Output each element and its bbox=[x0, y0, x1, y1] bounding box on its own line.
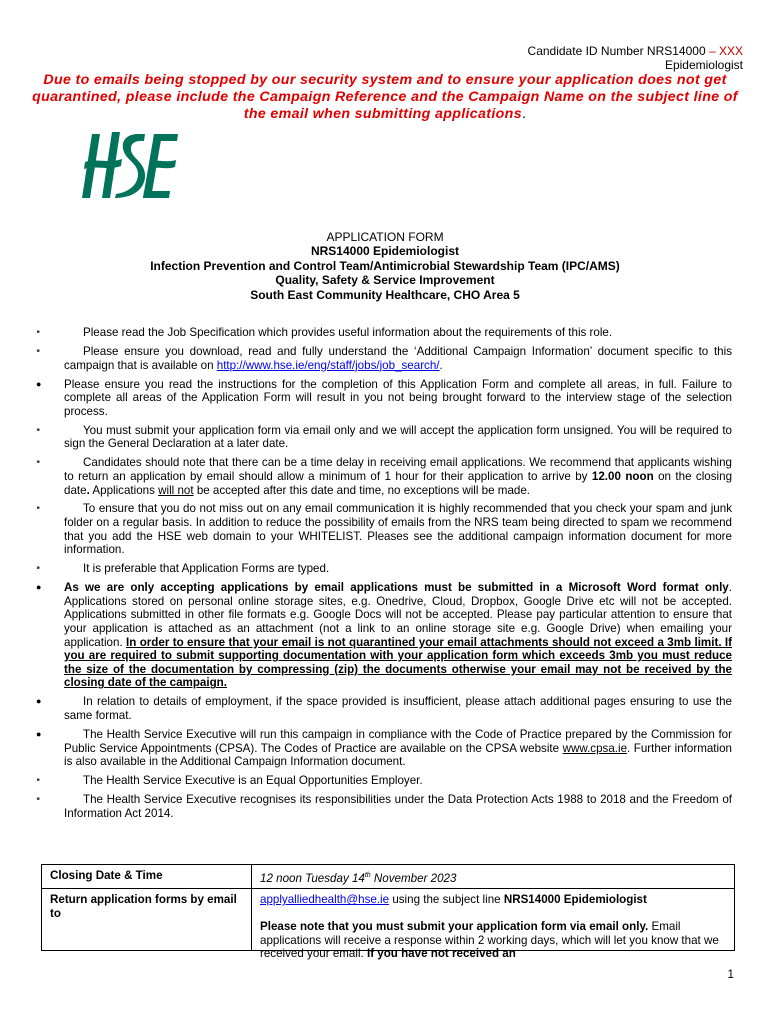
list-item-text: Applications bbox=[89, 483, 159, 497]
list-item bbox=[36, 326, 732, 340]
candidate-id-header bbox=[528, 44, 743, 72]
page-number: 1 bbox=[727, 968, 734, 981]
cpsa-link[interactable]: www.cpsa.ie bbox=[562, 741, 628, 755]
list-item bbox=[36, 378, 732, 419]
will-not-text: will not bbox=[158, 483, 194, 497]
list-item-text: Candidates should note that there can be a time delay in receiving email applications. We recommend that applicants wishing to return an application by email should allow a minimum of 1 hour for their application to arrive by bbox=[64, 456, 732, 483]
list-item bbox=[36, 562, 732, 576]
job-search-link[interactable]: http://www.hse.ie/eng/staff/jobs/job_search/ bbox=[216, 358, 440, 372]
bullet-icon: ⁍ bbox=[36, 424, 41, 435]
bullet-icon: ● bbox=[36, 378, 42, 389]
instructions-list bbox=[36, 326, 732, 826]
list-item-text: . Further information is also available in the Additional Campaign Information document. bbox=[64, 741, 732, 769]
list-item bbox=[36, 793, 732, 820]
closing-date-text: November 2023 bbox=[370, 871, 457, 885]
list-item-text: You must submit your application form via email only and we will accept the application form unsigned. You will be required to sign the General Declaration at a later date. bbox=[64, 423, 732, 451]
bullet-icon: ⁍ bbox=[36, 345, 41, 356]
list-item bbox=[36, 456, 732, 497]
form-area: South East Community Healthcare, CHO Area 5 bbox=[250, 287, 520, 302]
form-campaign: NRS14000 Epidemiologist bbox=[310, 244, 460, 259]
subject-line-value: NRS14000 Epidemiologist bbox=[503, 893, 647, 907]
table-row bbox=[42, 889, 735, 951]
email-warning bbox=[20, 72, 750, 123]
bullet-icon: ⁍ bbox=[36, 563, 41, 574]
apply-email-link[interactable]: applyalliedhealth@hse.ie bbox=[260, 893, 390, 907]
list-item-text: The Health Service Executive recognises its responsibilities under the Data Protection Acts 1988 to 2018 and the Freedom of Information Act 2014. bbox=[64, 793, 732, 820]
list-item-text: It is preferable that Application Forms are typed. bbox=[83, 562, 330, 576]
closing-date-label: Closing Date & Time bbox=[42, 865, 252, 889]
closing-date-suffix: th bbox=[364, 872, 371, 879]
list-item-text: Please ensure you download, read and fully understand the ‘Additional Campaign Information’ document specific to this campaign that is available on bbox=[64, 344, 732, 372]
list-item-text: The Health Service Executive will run this campaign in compliance with the Code of Practice prepared by the Commission for Public Service Appointments (CPSA). The Codes of Practice are available on the CPSA website bbox=[64, 727, 732, 755]
list-item-text: . Applications stored on personal online storage sites, e.g. Onedrive, Cloud, Dropbox, Google Drive etc will not be accepted. Applications submitted in other file formats e.g. Google Docs will not be accepted. Please pay particular attention to ensure that your application is attached as an attachment (not a link to an online storage site e.g. Google Drive) when emailing your application. bbox=[64, 581, 732, 649]
candidate-id-number: Candidate ID Number NRS14000 bbox=[527, 44, 709, 58]
list-item-text: on the closing date bbox=[64, 469, 733, 497]
list-item-text: To ensure that you do not miss out on any email communication it is highly recommended that you check your spam and junk folder on a regular basis. In addition to reduce the possibility of emails from the NRS team being directed to spam we recommend that you add the HSE web domain to your WHITELIST. Pleases see the additional campaign information document for more information. bbox=[64, 502, 732, 557]
form-title: APPLICATION FORM bbox=[326, 230, 444, 244]
bullet-icon: ⁍ bbox=[36, 794, 41, 805]
form-heading bbox=[60, 230, 710, 302]
hse-logo bbox=[78, 128, 180, 202]
list-item bbox=[36, 502, 732, 556]
not-received-note: If you have not received an bbox=[366, 947, 516, 961]
bullet-icon: ⁍ bbox=[36, 503, 41, 514]
list-item bbox=[36, 424, 732, 451]
closing-time-text: 12.00 noon bbox=[591, 469, 654, 483]
list-item bbox=[36, 581, 732, 690]
list-item-text: Please read the Job Specification which provides useful information about the requirements of this role. bbox=[83, 326, 613, 339]
word-format-text: As we are only accepting applications by email applications must be submitted in a Microsoft Word format only bbox=[64, 581, 729, 595]
list-item-text: . bbox=[439, 358, 443, 372]
list-item bbox=[36, 774, 732, 788]
candidate-id-placeholder: – XXX bbox=[708, 44, 743, 58]
attachment-limit-text: In order to ensure that your email is not quarantined your email attachments should not exceed a 3mb limit. If you are required to submit supporting documentation with your application form which exceeds 3mb you must reduce the size of the documentation by compressing (zip) the documents otherwise your email may not be received by the closing date of the campaign. bbox=[64, 635, 732, 690]
list-item bbox=[36, 728, 732, 769]
subject-line-text: using the subject line bbox=[389, 893, 504, 907]
list-item bbox=[36, 695, 732, 722]
bullet-icon: ● bbox=[36, 696, 42, 707]
list-item-text: be accepted after this date and time, no exceptions will be made. bbox=[193, 483, 531, 497]
list-item-text: . bbox=[86, 483, 90, 497]
email-warning-text: Due to emails being stopped by our security system and to ensure your application does not get quarantined, please include the Campaign Reference and the Campaign Name on the subject line of the email when submitting applications bbox=[32, 72, 738, 122]
table-row bbox=[42, 865, 735, 889]
bullet-icon: ● bbox=[36, 728, 42, 739]
response-note: Email applications will receive a response within 2 working days, which will let you know that we received your email. bbox=[260, 920, 719, 961]
bullet-icon: ⁍ bbox=[36, 327, 41, 337]
bullet-icon: ⁍ bbox=[36, 457, 41, 468]
form-division: Quality, Safety & Service Improvement bbox=[275, 273, 495, 288]
return-email-value bbox=[252, 889, 735, 961]
list-item-text: The Health Service Executive is an Equal Opportunities Employer. bbox=[83, 774, 423, 788]
bullet-icon: ⁍ bbox=[36, 775, 41, 786]
closing-date-value bbox=[252, 865, 735, 889]
hse-logo-mark bbox=[82, 132, 178, 198]
return-email-label: Return application forms by email to bbox=[42, 889, 252, 951]
email-only-note: Please note that you must submit your application form via email only. bbox=[260, 920, 649, 934]
email-warning-end: . bbox=[521, 106, 527, 122]
list-item-text: Please ensure you read the instructions for the completion of this Application Form and complete all areas, in full. Failure to complete all areas of the Application Form will result in you not being brought forward to the interview stage of the selection process. bbox=[64, 377, 732, 418]
list-item-text: In relation to details of employment, if the space provided is insufficient, please attach additional pages ensuring to use the same format. bbox=[64, 695, 732, 722]
form-team: Infection Prevention and Control Team/Antimicrobial Stewardship Team (IPC/AMS) bbox=[150, 258, 620, 273]
role-title: Epidemiologist bbox=[664, 58, 743, 72]
closing-date-text: 12 noon Tuesday 14 bbox=[260, 871, 365, 885]
closing-info-table bbox=[41, 864, 735, 961]
bullet-icon: ● bbox=[36, 582, 42, 593]
list-item bbox=[36, 345, 732, 372]
